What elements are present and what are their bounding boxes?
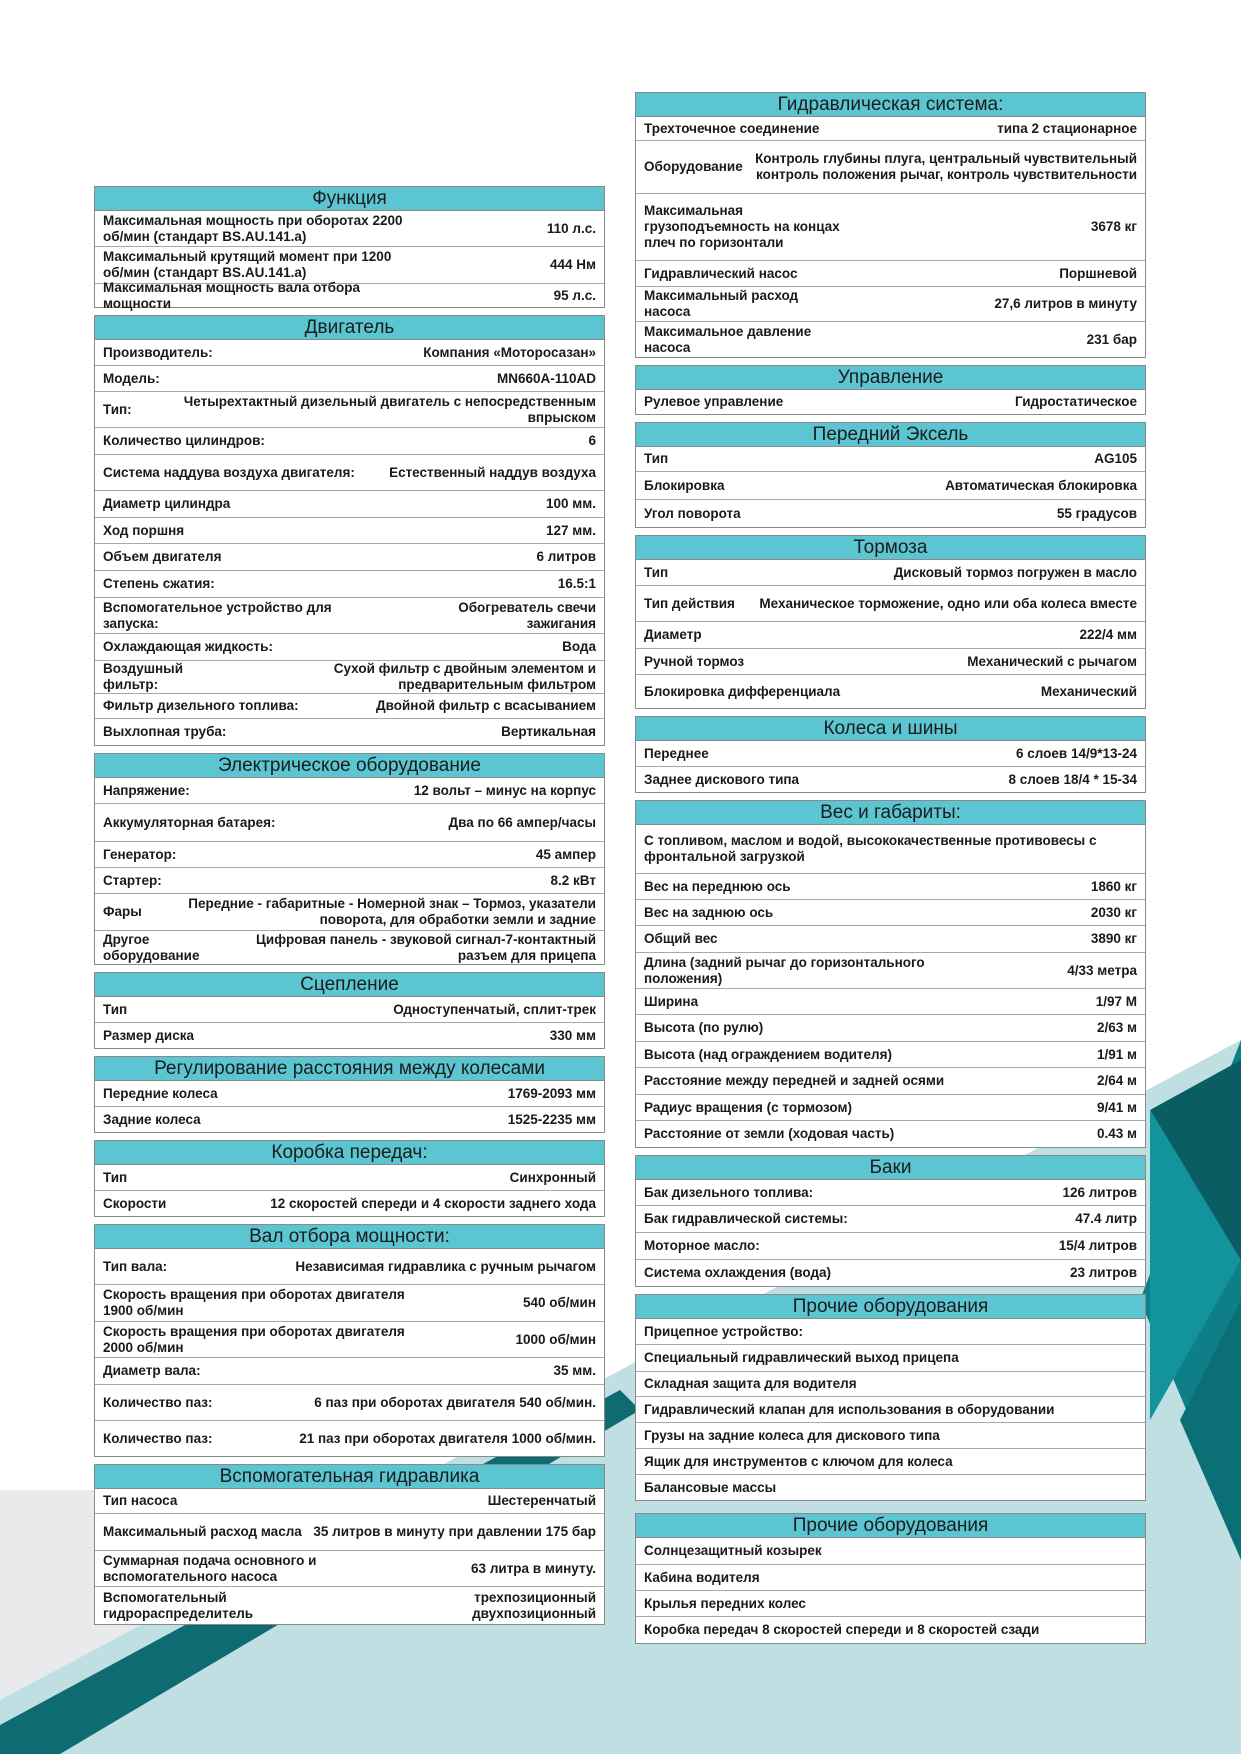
spec-row bbox=[636, 874, 1145, 900]
spec-row bbox=[636, 141, 1145, 194]
spec-label: Выхлопная труба: bbox=[103, 724, 227, 739]
spec-row bbox=[636, 1423, 1145, 1449]
section-title: Передний Эксель bbox=[636, 423, 1145, 447]
spec-row bbox=[636, 825, 1145, 874]
spec-label: Бак гидравлической системы: bbox=[644, 1211, 848, 1226]
section-title: Вес и габариты: bbox=[636, 801, 1145, 825]
spec-row bbox=[636, 1397, 1145, 1423]
spec-value: Автоматическая блокировка bbox=[945, 477, 1137, 493]
spec-row bbox=[636, 500, 1145, 527]
spec-label: Длина (задний рычаг до горизонтального положения) bbox=[644, 954, 925, 986]
spec-label: Расстояние от земли (ходовая часть) bbox=[644, 1126, 895, 1141]
spec-row bbox=[636, 447, 1145, 472]
section-vom bbox=[94, 1224, 605, 1457]
section-title: Управление bbox=[636, 366, 1145, 390]
spec-row bbox=[636, 390, 1145, 414]
spec-value: 330 мм bbox=[549, 1027, 596, 1043]
spec-label: Диаметр вала: bbox=[103, 1363, 201, 1378]
spec-row bbox=[636, 472, 1145, 500]
section-title: Баки bbox=[636, 1156, 1145, 1180]
spec-row bbox=[636, 1617, 1145, 1643]
spec-label: Ручной тормоз bbox=[644, 653, 745, 669]
spec-label: Максимальный крутящий момент при 1200 об/мин (стандарт BS.AU.141.a) bbox=[103, 249, 392, 280]
spec-value: 126 литров bbox=[1062, 1184, 1137, 1200]
spec-label: Количество цилиндров: bbox=[103, 433, 265, 448]
spec-row bbox=[636, 989, 1145, 1015]
spec-row bbox=[95, 571, 604, 598]
section-title: Гидравлическая система: bbox=[636, 93, 1145, 117]
spec-value: Два по 66 ампер/часы bbox=[448, 814, 596, 830]
section-title: Прочие оборудования bbox=[636, 1514, 1145, 1538]
spec-value: 1000 об/мин bbox=[515, 1331, 596, 1347]
spec-row bbox=[95, 842, 604, 868]
spec-label: Солнцезащитный козырек bbox=[644, 1543, 822, 1558]
spec-value: 2/63 м bbox=[1096, 1020, 1137, 1035]
section-baki bbox=[635, 1155, 1146, 1287]
spec-label: Тип bbox=[644, 451, 669, 466]
spec-row bbox=[636, 586, 1145, 622]
spec-label: Трехточечное соединение bbox=[644, 120, 820, 136]
spec-row bbox=[636, 900, 1145, 926]
spec-value: 6 bbox=[588, 433, 596, 448]
spec-value: 1860 кг bbox=[1090, 878, 1137, 894]
spec-label: Общий вес bbox=[644, 931, 718, 946]
spec-row bbox=[636, 926, 1145, 953]
spec-value: трехпозиционный двухпозиционный bbox=[472, 1589, 596, 1621]
spec-label: Стартер: bbox=[103, 872, 162, 888]
spec-label: Гидравлический клапан для использования в оборудовании bbox=[644, 1401, 1055, 1417]
section-title: Электрическое оборудование bbox=[95, 754, 604, 778]
spec-row bbox=[95, 634, 604, 661]
spec-row bbox=[95, 1285, 604, 1322]
spec-row bbox=[636, 322, 1145, 357]
spec-value: 540 об/мин bbox=[522, 1295, 596, 1310]
spec-label: Фары bbox=[103, 904, 142, 919]
spec-row bbox=[95, 428, 604, 455]
section-title: Функция bbox=[95, 187, 604, 211]
spec-row bbox=[95, 1023, 604, 1048]
spec-row bbox=[95, 518, 604, 544]
spec-label: Размер диска bbox=[103, 1027, 195, 1043]
section-elektrika bbox=[94, 753, 605, 965]
spec-row bbox=[95, 211, 604, 247]
spec-label: С топливом, маслом и водой, высококачественные противовесы с фронтальной загрузкой bbox=[644, 833, 1097, 864]
spec-row bbox=[95, 340, 604, 366]
spec-label: Степень сжатия: bbox=[103, 576, 215, 591]
spec-label: Суммарная подача основного и вспомогательного насоса bbox=[103, 1552, 317, 1584]
spec-label: Вспомогательное устройство для запуска: bbox=[103, 599, 332, 631]
spec-label: Радиус вращения (с тормозом) bbox=[644, 1099, 852, 1115]
spec-value: Четырехтактный дизельный двигатель с непосредственным впрыском bbox=[183, 393, 596, 425]
spec-value: 45 ампер bbox=[535, 846, 596, 862]
spec-label: Расстояние между передней и задней осями bbox=[644, 1073, 945, 1088]
section-prochie-1 bbox=[635, 1294, 1146, 1501]
spec-label: Напряжение: bbox=[103, 782, 190, 798]
section-title: Колеса и шины bbox=[636, 717, 1145, 741]
spec-label: Ширина bbox=[644, 993, 699, 1009]
spec-label: Максимальный расход масла bbox=[103, 1524, 302, 1539]
spec-value: 12 скоростей спереди и 4 скорости заднего хода bbox=[270, 1195, 596, 1211]
spec-label: Кабина водителя bbox=[644, 1569, 760, 1585]
spec-row bbox=[95, 1421, 604, 1456]
spec-row bbox=[95, 544, 604, 571]
spec-row bbox=[95, 366, 604, 392]
spec-label: Диаметр bbox=[644, 627, 702, 642]
spec-value: 47.4 литр bbox=[1075, 1211, 1137, 1226]
spec-label: Вес на заднюю ось bbox=[644, 904, 774, 920]
spec-value: 1769-2093 мм bbox=[507, 1085, 596, 1101]
spec-row bbox=[636, 741, 1145, 767]
spec-value: 16.5:1 bbox=[557, 576, 596, 591]
spec-value: Гидростатическое bbox=[1014, 394, 1137, 409]
spec-label: Тип bbox=[103, 1169, 128, 1185]
section-funktsiya bbox=[94, 186, 605, 311]
spec-label: Грузы на задние колеса для дискового типа bbox=[644, 1427, 940, 1443]
section-ves bbox=[635, 800, 1146, 1148]
spec-row bbox=[95, 661, 604, 694]
spec-label: Блокировка bbox=[644, 477, 725, 493]
spec-row bbox=[95, 1191, 604, 1216]
spec-row bbox=[95, 1358, 604, 1385]
spec-value: 100 мм. bbox=[546, 496, 596, 511]
spec-label: Блокировка дифференциала bbox=[644, 683, 841, 699]
spec-row bbox=[95, 1107, 604, 1132]
spec-value: Шестеренчатый bbox=[487, 1493, 596, 1508]
section-title: Прочие оборудования bbox=[636, 1295, 1145, 1319]
spec-row bbox=[95, 694, 604, 719]
section-title: Вал отбора мощности: bbox=[95, 1225, 604, 1249]
spec-label: Коробка передач 8 скоростей спереди и 8 скоростей сзади bbox=[644, 1622, 1040, 1637]
spec-label: Складная защита для водителя bbox=[644, 1376, 857, 1391]
spec-value: 23 литров bbox=[1069, 1265, 1137, 1280]
spec-label: Специальный гидравлический выход прицепа bbox=[644, 1350, 959, 1365]
spec-label: Ход поршня bbox=[103, 522, 185, 538]
spec-value: Механический с рычагом bbox=[967, 653, 1137, 669]
spec-row bbox=[95, 1587, 604, 1624]
spec-row bbox=[636, 1121, 1145, 1147]
spec-value: 9/41 м bbox=[1096, 1099, 1137, 1115]
spec-value: Контроль глубины плуга, центральный чувствительный контроль положения рычаг, контроль чувствительности bbox=[755, 151, 1137, 182]
spec-label: Тип: bbox=[103, 401, 132, 417]
spec-value: 127 мм. bbox=[546, 522, 596, 538]
spec-value: Вертикальная bbox=[501, 724, 596, 739]
spec-label: Количество паз: bbox=[103, 1430, 213, 1446]
spec-label: Высота (по рулю) bbox=[644, 1020, 764, 1035]
spec-row bbox=[95, 868, 604, 894]
spec-row bbox=[636, 560, 1145, 586]
section-stseplenie bbox=[94, 972, 605, 1049]
spec-row bbox=[636, 1233, 1145, 1260]
spec-value: 55 градусов bbox=[1056, 505, 1137, 521]
section-dvigatel bbox=[94, 315, 605, 746]
spec-value: Цифровая панель - звуковой сигнал-7-контактный разъем для прицепа bbox=[256, 931, 596, 963]
spec-value: типа 2 стационарное bbox=[997, 120, 1137, 136]
spec-row bbox=[636, 1538, 1145, 1565]
spec-row bbox=[95, 1551, 604, 1587]
spec-value: Механический bbox=[1040, 683, 1137, 699]
spec-row bbox=[95, 719, 604, 745]
spec-label: Охлаждающая жидкость: bbox=[103, 639, 273, 654]
spec-row bbox=[95, 491, 604, 518]
spec-value: Компания «Моторосазан» bbox=[423, 344, 596, 360]
left-column bbox=[94, 186, 605, 1632]
spec-value: 27,6 литров в минуту bbox=[994, 296, 1137, 311]
spec-row bbox=[636, 194, 1145, 261]
spec-value: 231 бар bbox=[1086, 331, 1137, 347]
section-kolesa-reg bbox=[94, 1056, 605, 1133]
spec-value: Синхронный bbox=[509, 1169, 596, 1185]
spec-row bbox=[636, 117, 1145, 141]
spec-row bbox=[95, 247, 604, 284]
spec-label: Скорости bbox=[103, 1195, 167, 1211]
spec-value: MN660A-110AD bbox=[496, 370, 596, 386]
spec-value: 110 л.с. bbox=[546, 220, 596, 236]
spec-row bbox=[636, 1095, 1145, 1121]
section-title: Тормоза bbox=[636, 536, 1145, 560]
spec-label: Гидравлический насос bbox=[644, 265, 798, 281]
spec-row bbox=[95, 455, 604, 491]
spec-label: Объем двигателя bbox=[103, 549, 222, 564]
spec-label: Ящик для инструментов с ключом для колеса bbox=[644, 1453, 953, 1469]
spec-label: Скорость вращения при оборотах двигателя 2000 об/мин bbox=[103, 1323, 405, 1355]
spec-label: Модель: bbox=[103, 370, 160, 386]
spec-label: Вес на переднюю ось bbox=[644, 878, 791, 894]
spec-row bbox=[95, 804, 604, 842]
spec-label: Заднее дискового типа bbox=[644, 771, 800, 787]
spec-row bbox=[95, 392, 604, 428]
spec-row bbox=[95, 931, 604, 964]
spec-label: Воздушный фильтр: bbox=[103, 661, 184, 692]
spec-row bbox=[636, 622, 1145, 649]
spec-row bbox=[636, 1260, 1145, 1286]
spec-label: Генератор: bbox=[103, 846, 177, 862]
spec-row bbox=[636, 1591, 1145, 1617]
section-korobka bbox=[94, 1140, 605, 1217]
section-title: Сцепление bbox=[95, 973, 604, 997]
spec-value: 1525-2235 мм bbox=[507, 1111, 596, 1127]
section-title: Регулирование расстояния между колесами bbox=[95, 1057, 604, 1081]
spec-label: Другое оборудование bbox=[103, 931, 200, 963]
spec-label: Бак дизельного топлива: bbox=[644, 1184, 814, 1200]
spec-value: 444 Нм bbox=[549, 257, 596, 272]
spec-value: Одноступенчатый, сплит-трек bbox=[393, 1001, 596, 1017]
spec-row bbox=[636, 1449, 1145, 1475]
spec-label: Скорость вращения при оборотах двигателя 1900 об/мин bbox=[103, 1287, 405, 1318]
spec-value: 8.2 кВт bbox=[550, 872, 596, 888]
spec-label: Переднее bbox=[644, 745, 709, 761]
spec-label: Диаметр цилиндра bbox=[103, 496, 231, 511]
spec-label: Тип вала: bbox=[103, 1258, 168, 1274]
spec-value: Вода bbox=[562, 639, 596, 654]
spec-row bbox=[95, 1081, 604, 1107]
spec-value: Обогреватель свечи зажигания bbox=[458, 599, 596, 631]
spec-value: 15/4 литров bbox=[1058, 1238, 1137, 1253]
section-gidravlika bbox=[635, 92, 1146, 358]
spec-value: 3678 кг bbox=[1090, 219, 1137, 234]
spec-label: Прицепное устройство: bbox=[644, 1323, 803, 1339]
spec-label: Максимальная грузоподъемность на концах плеч по горизонтали bbox=[644, 203, 840, 250]
spec-row bbox=[95, 1249, 604, 1285]
spec-label: Оборудование bbox=[644, 159, 743, 174]
spec-row bbox=[636, 1372, 1145, 1397]
spec-value: 2/64 м bbox=[1096, 1073, 1137, 1088]
spec-label: Тип bbox=[644, 564, 669, 580]
spec-value: 8 слоев 18/4 * 15-34 bbox=[1008, 771, 1137, 787]
spec-row bbox=[95, 1322, 604, 1358]
spec-row bbox=[636, 1345, 1145, 1372]
spec-value: 6 слоев 14/9*13-24 bbox=[1015, 745, 1137, 761]
spec-row bbox=[95, 279, 604, 311]
spec-label: Крылья передних колес bbox=[644, 1595, 806, 1611]
spec-value: 6 литров bbox=[536, 549, 596, 564]
spec-value: 21 паз при оборотах двигателя 1000 об/мин. bbox=[299, 1430, 596, 1446]
spec-value: 4/33 метра bbox=[1067, 962, 1137, 978]
spec-row bbox=[636, 1565, 1145, 1591]
spec-row bbox=[636, 953, 1145, 989]
spec-label: Фильтр дизельного топлива: bbox=[103, 698, 299, 713]
spec-label: Максимальный расход насоса bbox=[644, 288, 799, 319]
spec-value: AG105 bbox=[1094, 451, 1137, 466]
spec-row bbox=[95, 1514, 604, 1551]
spec-value: Независимая гидравлика с ручным рычагом bbox=[295, 1258, 596, 1274]
spec-row bbox=[95, 894, 604, 931]
spec-value: 222/4 мм bbox=[1079, 627, 1137, 642]
section-title: Коробка передач: bbox=[95, 1141, 604, 1165]
spec-value: 63 литра в минуту. bbox=[471, 1560, 596, 1576]
spec-value: 2030 кг bbox=[1090, 904, 1137, 920]
section-title: Вспомогательная гидравлика bbox=[95, 1465, 604, 1489]
section-title: Двигатель bbox=[95, 316, 604, 340]
spec-label: Угол поворота bbox=[644, 505, 741, 521]
spec-value: 95 л.с. bbox=[553, 287, 596, 303]
spec-value: 1/91 м bbox=[1096, 1046, 1137, 1062]
spec-value: 12 вольт – минус на корпус bbox=[413, 782, 596, 798]
spec-label: Максимальная мощность вала отбора мощности bbox=[103, 279, 360, 311]
section-vsp-gidravlika bbox=[94, 1464, 605, 1625]
spec-label: Система охлаждения (вода) bbox=[644, 1265, 832, 1280]
spec-label: Рулевое управление bbox=[644, 394, 784, 409]
spec-value: Механическое торможение, одно или оба колеса вместе bbox=[759, 595, 1137, 611]
spec-row bbox=[636, 675, 1145, 708]
spec-value: Двойной фильтр с всасыванием bbox=[376, 698, 596, 713]
spec-row bbox=[636, 1206, 1145, 1233]
spec-label: Количество паз: bbox=[103, 1394, 213, 1410]
spec-value: Естественный наддув воздуха bbox=[389, 464, 596, 480]
spec-value: 3890 кг bbox=[1090, 931, 1137, 946]
spec-row bbox=[636, 287, 1145, 322]
spec-label: Максимальное давление насоса bbox=[644, 323, 812, 355]
spec-row bbox=[636, 1015, 1145, 1042]
spec-label: Максимальная мощность при оборотах 2200 об/мин (стандарт BS.AU.141.a) bbox=[103, 212, 403, 244]
spec-value: Сухой фильтр с двойным элементом и предварительным фильтром bbox=[333, 661, 596, 692]
spec-label: Моторное масло: bbox=[644, 1238, 760, 1253]
spec-label: Система наддува воздуха двигателя: bbox=[103, 464, 355, 480]
spec-label: Передние колеса bbox=[103, 1085, 218, 1101]
spec-row bbox=[636, 1319, 1145, 1345]
spec-label: Аккумуляторная батарея: bbox=[103, 814, 276, 830]
spec-label: Тип bbox=[103, 1001, 128, 1017]
spec-row bbox=[95, 1385, 604, 1421]
spec-label: Высота (над ограждением водителя) bbox=[644, 1046, 892, 1062]
spec-row bbox=[95, 997, 604, 1023]
spec-value: 6 паз при оборотах двигателя 540 об/мин. bbox=[314, 1394, 596, 1410]
spec-label: Балансовые массы bbox=[644, 1479, 777, 1495]
spec-label: Производитель: bbox=[103, 344, 213, 360]
spec-value: 35 мм. bbox=[553, 1363, 596, 1378]
spec-value: 35 литров в минуту при давлении 175 бар bbox=[313, 1524, 596, 1539]
spec-row bbox=[95, 598, 604, 634]
spec-label: Тип действия bbox=[644, 595, 735, 611]
spec-row bbox=[636, 649, 1145, 675]
section-upravlenie bbox=[635, 365, 1146, 415]
spec-row bbox=[95, 1165, 604, 1191]
spec-value: 1/97 М bbox=[1095, 993, 1137, 1009]
section-kolesa-shiny bbox=[635, 716, 1146, 793]
spec-row bbox=[636, 1475, 1145, 1500]
spec-value: Передние - габаритные - Номерной знак – Тормоз, указатели поворота, для обработки земли и задние bbox=[188, 896, 596, 927]
section-perednij bbox=[635, 422, 1146, 528]
section-prochie-2 bbox=[635, 1513, 1146, 1644]
spec-row bbox=[95, 1489, 604, 1514]
section-tormoza bbox=[635, 535, 1146, 709]
spec-label: Тип насоса bbox=[103, 1493, 178, 1508]
right-column bbox=[635, 92, 1146, 1651]
spec-row bbox=[95, 778, 604, 804]
spec-row bbox=[636, 1042, 1145, 1068]
spec-label: Задние колеса bbox=[103, 1111, 201, 1127]
spec-row bbox=[636, 1180, 1145, 1206]
spec-row bbox=[636, 261, 1145, 287]
spec-row bbox=[636, 1068, 1145, 1095]
spec-value: Дисковый тормоз погружен в масло bbox=[893, 564, 1137, 580]
spec-value: 0.43 м bbox=[1096, 1126, 1137, 1141]
spec-label: Вспомогательный гидрораспределитель bbox=[103, 1589, 254, 1621]
spec-value: Поршневой bbox=[1059, 265, 1137, 281]
spec-row bbox=[636, 767, 1145, 792]
